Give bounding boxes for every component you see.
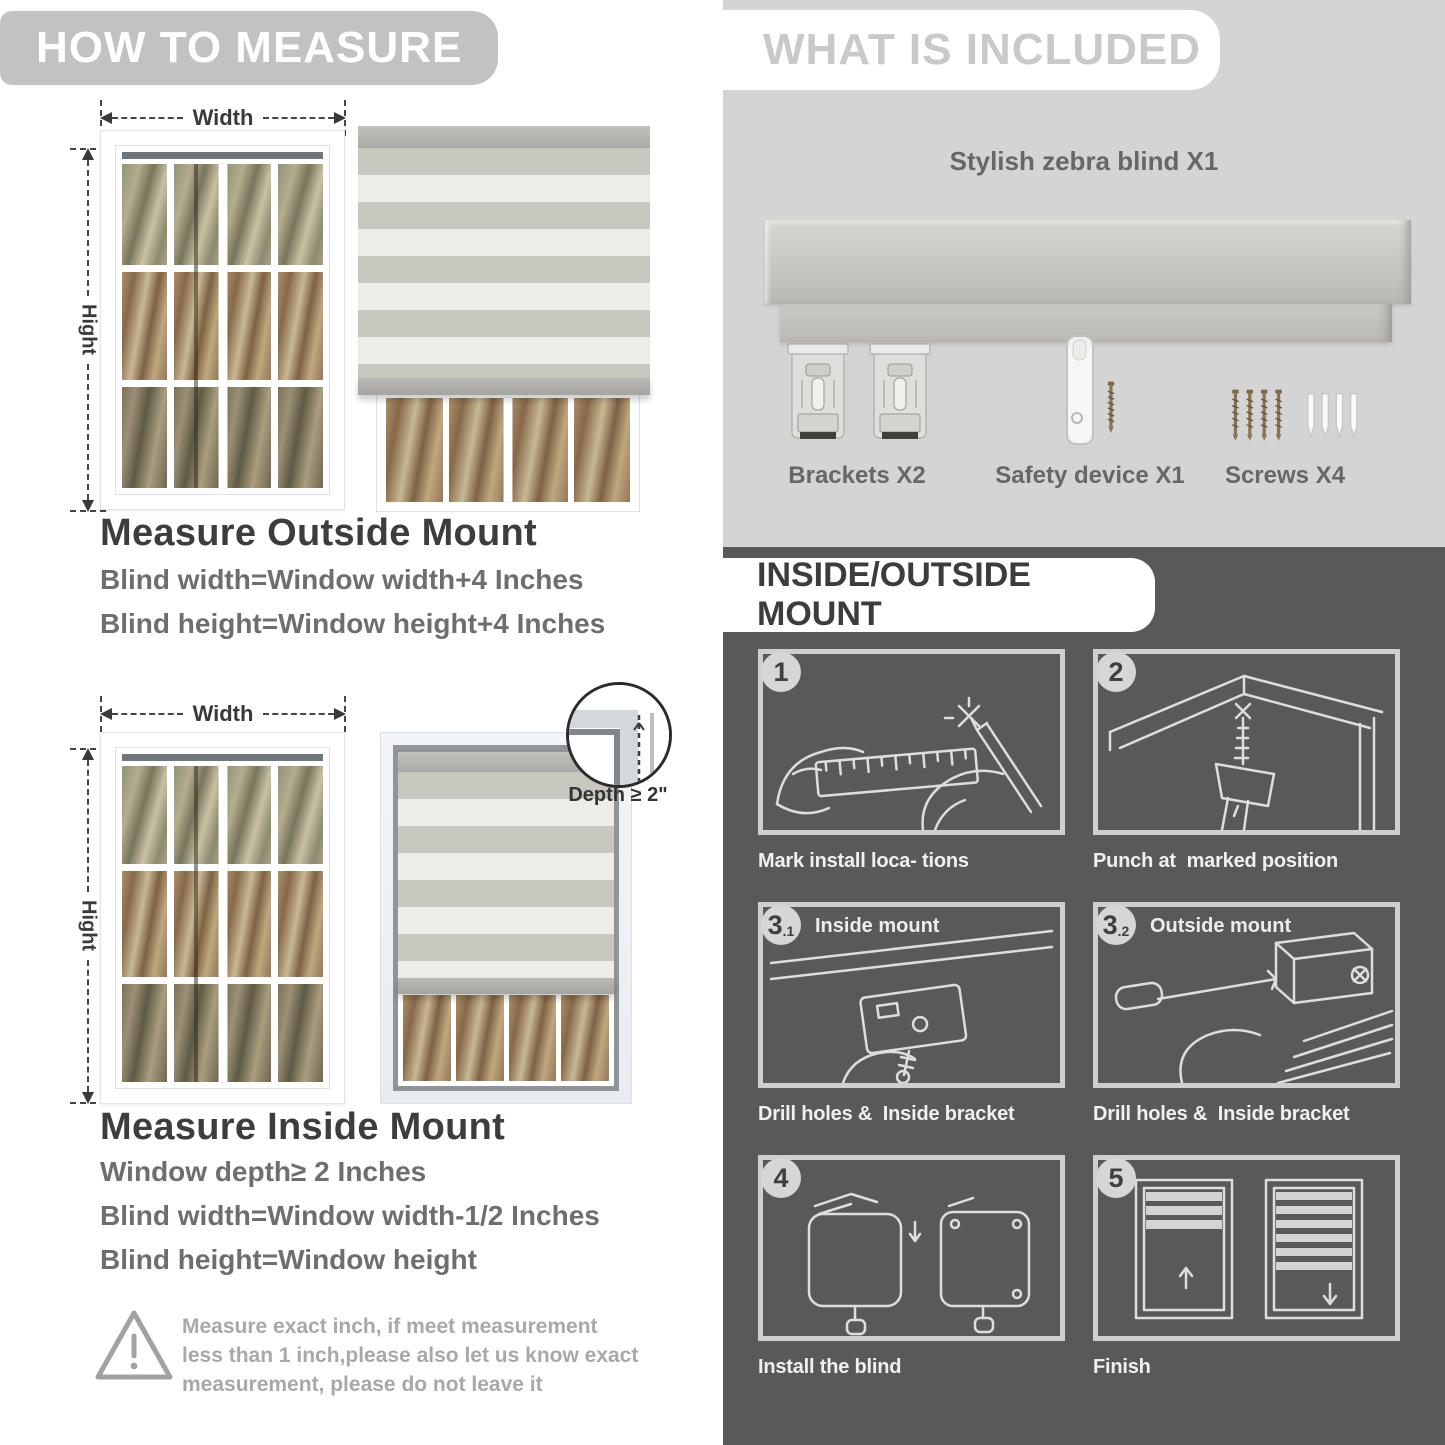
window-pane [278, 984, 323, 1082]
step-label: Outside mount [1150, 915, 1292, 937]
sash-divider [218, 766, 227, 1082]
dashed-line [87, 160, 89, 296]
window-pane [574, 398, 631, 502]
step-number-badge [1096, 652, 1136, 692]
what-is-included-banner [723, 10, 1220, 90]
window-pane [122, 164, 167, 265]
step-number-badge [1096, 1158, 1136, 1198]
window-panes [122, 766, 323, 1082]
width-measure-arrow-inside [100, 700, 346, 728]
window-pane [456, 995, 504, 1081]
dashed-line [263, 713, 334, 715]
how-to-measure-banner [0, 11, 498, 85]
step-panel-2 [1093, 649, 1400, 835]
exclamation-triangle-icon [92, 1306, 176, 1384]
dashed-line [87, 364, 89, 500]
window-pane [122, 272, 167, 381]
window-frame [376, 388, 640, 512]
height-measure-arrow-outside [74, 148, 102, 512]
window-pane [122, 766, 167, 864]
window-panes [122, 164, 323, 488]
wall-anchors-image [1300, 392, 1362, 442]
window-panes [403, 995, 609, 1081]
step-panel-1 [758, 649, 1065, 835]
step-number: 1 [773, 656, 789, 687]
mark-location-illustration [763, 654, 1060, 830]
step-caption-5: Finish [1093, 1356, 1151, 1378]
outside-spec-width: Blind width=Window width+4 Inches [100, 564, 584, 595]
dashed-line [112, 713, 183, 715]
blind-headrail [358, 126, 650, 148]
outside-mount-heading: Measure Outside Mount [100, 512, 538, 554]
window-pane [386, 398, 443, 502]
step-number: 4 [773, 1162, 789, 1193]
step-number-badge [1096, 905, 1136, 945]
window-pane [226, 766, 271, 864]
zebra-blind-outside [358, 126, 650, 395]
inside-mount-heading: Measure Inside Mount [100, 1106, 506, 1148]
screws-image [1222, 388, 1292, 444]
step-number-badge [761, 652, 801, 692]
window-outside-mount-blind [358, 126, 650, 512]
dashed-line [87, 760, 89, 892]
window-corner-depth-icon [569, 685, 669, 785]
mount-title: INSIDE/OUTSIDE MOUNT [757, 556, 1031, 633]
mount-banner [723, 558, 1155, 632]
brackets-label: Brackets X2 [788, 462, 926, 489]
window-pane [561, 995, 609, 1081]
finish-illustration [1098, 1160, 1395, 1336]
step-number: 2 [1108, 656, 1124, 687]
step-number-badge [761, 905, 801, 945]
window-photo-bare-1 [100, 130, 345, 510]
window-pane [278, 387, 323, 488]
depth-label: Depth ≥ 2" [568, 784, 668, 806]
safety-screw-image [1103, 380, 1119, 436]
height-measure-arrow-inside [74, 748, 102, 1104]
window-pane [278, 766, 323, 864]
dashed-line [87, 960, 89, 1092]
step-label: Inside mount [815, 915, 940, 937]
window-panes [386, 398, 630, 502]
measurement-warning-text: Measure exact inch, if meet measurement less than 1 inch,please also let us know exact measurement, please do not leave it [182, 1315, 639, 1396]
step-panel-5 [1093, 1155, 1400, 1341]
how-to-measure-title: HOW TO MEASURE [36, 23, 463, 72]
bracket-image-2 [868, 338, 932, 446]
step-number: 3 [1102, 909, 1118, 940]
window-pane [511, 398, 568, 502]
blind-headrail-image [765, 220, 1411, 304]
screws-label: Screws X4 [1224, 462, 1346, 489]
height-label: Hight [77, 900, 100, 952]
window-pane [226, 871, 271, 977]
lamp-post-reflection [194, 766, 198, 1082]
window-top-rail [122, 152, 323, 159]
window-top-rail [122, 754, 323, 761]
inside-spec-width: Blind width=Window width-1/2 Inches [100, 1200, 600, 1231]
step-subnumber: .1 [782, 923, 795, 939]
outside-spec-height: Blind height=Window height+4 Inches [100, 608, 606, 639]
window-pane [226, 272, 271, 381]
step-panel-4 [758, 1155, 1065, 1341]
window-photo-bare-2 [100, 732, 345, 1104]
window-pane [449, 398, 506, 502]
window-pane [226, 387, 271, 488]
window-pane [226, 984, 271, 1082]
step-number: 5 [1108, 1162, 1124, 1193]
window-pane [122, 871, 167, 977]
step-panel-3-1 [758, 902, 1065, 1088]
lamp-post-reflection [194, 164, 198, 488]
window-pane [278, 272, 323, 381]
sash-divider [504, 398, 513, 502]
window-pane [278, 871, 323, 977]
width-measure-arrow-outside [100, 104, 346, 132]
step-panel-3-2 [1093, 902, 1400, 1088]
step-caption-2: Punch at marked position [1093, 850, 1339, 872]
window-pane [122, 387, 167, 488]
window-frame [115, 747, 330, 1089]
step-caption-3-1: Drill holes & Inside bracket [758, 1103, 1015, 1125]
blind-bottom-rail [398, 978, 614, 994]
install-blind-illustration [763, 1160, 1060, 1336]
dashed-line [112, 117, 183, 119]
window-pane [226, 164, 271, 265]
width-label: Width [192, 701, 254, 726]
step-number-badge [761, 1158, 801, 1198]
step-caption-4: Install the blind [758, 1356, 902, 1378]
width-label: Width [192, 105, 254, 130]
inside-spec-depth: Window depth≥ 2 Inches [100, 1156, 427, 1187]
blind-bottom-rail [358, 378, 650, 395]
safety-device-label: Safety device X1 [995, 462, 1185, 489]
blind-striped-fabric [358, 148, 650, 378]
step-caption-3-2: Drill holes & Inside bracket [1093, 1103, 1350, 1125]
measure-tick [100, 696, 102, 732]
bracket-image-1 [786, 338, 850, 446]
height-label: Hight [77, 304, 100, 356]
what-is-included-title: WHAT IS INCLUDED [763, 25, 1202, 74]
window-frame [115, 145, 330, 495]
step-caption-1: Mark install loca- tions [758, 850, 969, 872]
stylish-zebra-blind-label: Stylish zebra blind X1 [949, 146, 1219, 176]
measure-tick [344, 696, 346, 732]
safety-device-image [1063, 334, 1097, 448]
window-pane [122, 984, 167, 1082]
step-number: 3 [767, 909, 783, 940]
window-pane [509, 995, 557, 1081]
depth-magnifier-callout [566, 682, 672, 788]
sash-divider [218, 164, 227, 488]
inside-spec-height: Blind height=Window height [100, 1244, 477, 1275]
step-subnumber: .2 [1117, 923, 1130, 939]
window-pane [403, 995, 451, 1081]
drill-illustration [1098, 654, 1395, 830]
window-pane [278, 164, 323, 265]
dashed-line [263, 117, 334, 119]
